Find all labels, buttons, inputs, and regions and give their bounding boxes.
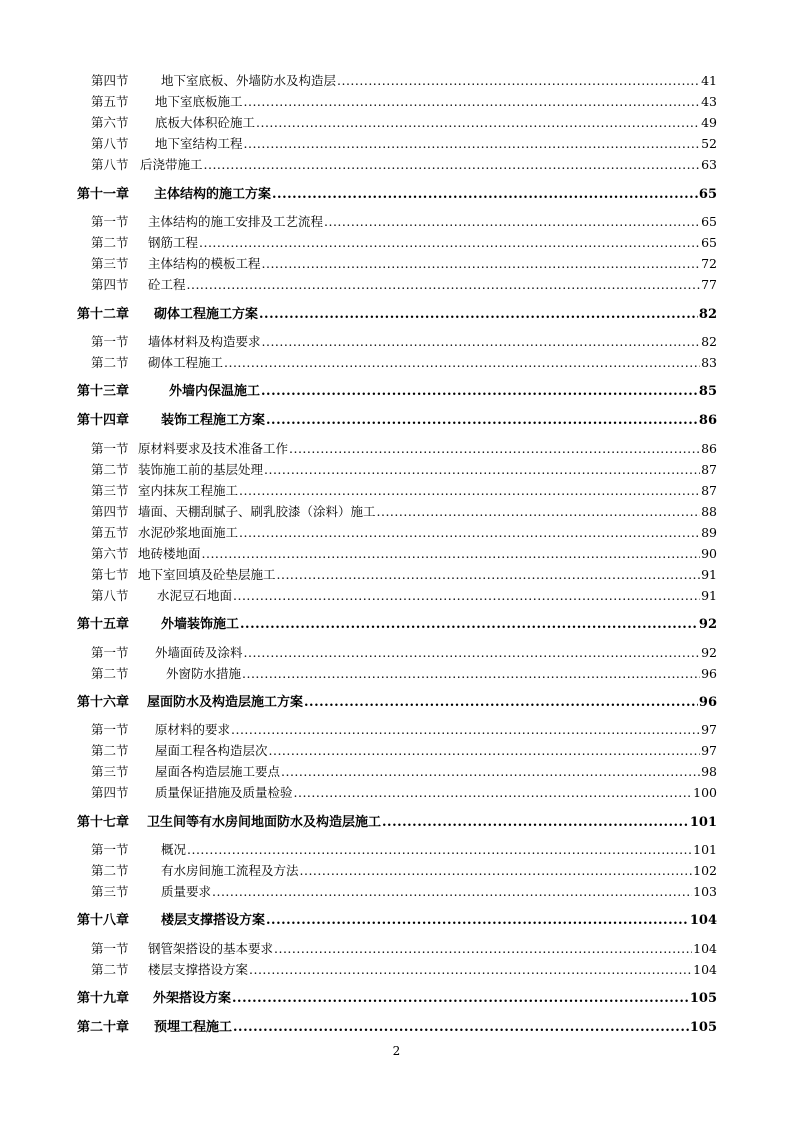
- toc-chapter-title: 屋面防水及构造层施工方案: [147, 695, 304, 710]
- toc-section-entry[interactable]: [91, 93, 717, 111]
- toc-section-label: 第四节: [91, 785, 129, 800]
- toc-section-label: 第二节: [91, 666, 129, 681]
- dot-leader: [224, 354, 700, 372]
- toc-section-label: 第八节: [91, 136, 129, 151]
- dot-leader: [277, 566, 701, 584]
- toc-page-number: 97: [701, 743, 717, 758]
- toc-section-entry[interactable]: [91, 503, 717, 521]
- toc-section-entry[interactable]: [91, 784, 717, 802]
- dot-leader: [259, 305, 698, 324]
- toc-page-number: 90: [701, 546, 717, 561]
- dot-leader: [231, 721, 700, 739]
- toc-section-entry[interactable]: [91, 354, 717, 372]
- dot-leader: [266, 911, 689, 930]
- toc-page-number: 89: [701, 525, 717, 540]
- dot-leader: [377, 503, 701, 521]
- toc-section-entry[interactable]: [91, 665, 717, 683]
- toc-chapter-label: 第二十章: [77, 1020, 130, 1035]
- toc-page-number: 87: [701, 483, 717, 498]
- toc-section-entry[interactable]: [91, 545, 717, 563]
- toc-section-label: 第一节: [91, 722, 129, 737]
- dot-leader: [233, 1018, 689, 1037]
- toc-section-entry[interactable]: [91, 862, 717, 880]
- toc-section-label: 第一节: [91, 334, 129, 349]
- toc-page-number: 100: [693, 785, 717, 800]
- toc-section-title: 地下室回填及砼垫层施工: [138, 567, 276, 582]
- dot-leader: [239, 482, 700, 500]
- toc-chapter-label: 第十一章: [77, 187, 130, 202]
- dot-leader: [212, 883, 692, 901]
- toc-section-title: 外窗防水措施: [166, 666, 242, 681]
- dot-leader: [324, 213, 700, 231]
- toc-section-title: 概况: [161, 842, 187, 857]
- toc-chapter-entry[interactable]: [77, 1018, 717, 1037]
- toc-chapter-title: 主体结构的施工方案: [154, 187, 272, 202]
- dot-leader: [244, 93, 701, 111]
- toc-section-title: 屋面各构造层施工要点: [155, 764, 281, 779]
- toc-section-label: 第四节: [91, 504, 129, 519]
- toc-page-number: 41: [701, 73, 717, 88]
- toc-page-number: 96: [701, 666, 717, 681]
- toc-section-title: 墙体材料及构造要求: [148, 334, 261, 349]
- dot-leader: [240, 615, 698, 634]
- toc-section-entry[interactable]: [91, 841, 717, 859]
- toc-section-label: 第五节: [91, 525, 129, 540]
- toc-section-title: 主体结构的施工安排及工艺流程: [148, 214, 324, 229]
- toc-chapter-label: 第十二章: [77, 307, 130, 322]
- toc-section-label: 第一节: [91, 441, 129, 456]
- toc-page-number: 82: [701, 334, 717, 349]
- toc-page-number: 91: [701, 588, 717, 603]
- toc-chapter-label: 第十九章: [77, 991, 130, 1006]
- dot-leader: [304, 693, 698, 712]
- toc-page-number: 49: [701, 115, 717, 130]
- toc-section-label: 第二节: [91, 462, 129, 477]
- toc-page-number: 65: [698, 187, 717, 202]
- toc-section-label: 第七节: [91, 567, 129, 582]
- toc-section-label: 第二节: [91, 235, 129, 250]
- toc-section-label: 第四节: [91, 73, 129, 88]
- toc-page-number: 86: [698, 413, 717, 428]
- toc-chapter-label: 第十六章: [77, 695, 130, 710]
- dot-leader: [199, 234, 700, 252]
- dot-leader: [269, 742, 701, 760]
- toc-section-entry[interactable]: [91, 566, 717, 584]
- toc-page-number: 104: [693, 941, 717, 956]
- toc-section-title: 砼工程: [148, 277, 186, 292]
- toc-page-number: 77: [701, 277, 717, 292]
- dot-leader: [232, 989, 689, 1008]
- toc-section-title: 水泥豆石地面: [157, 588, 233, 603]
- toc-section-title: 原材料的要求: [155, 722, 231, 737]
- dot-leader: [281, 763, 700, 781]
- toc-page-number: 63: [701, 157, 717, 172]
- toc-section-title: 楼层支撑搭设方案: [148, 962, 249, 977]
- toc-section-entry[interactable]: [91, 440, 717, 458]
- dot-leader: [382, 813, 689, 832]
- toc-section-label: 第二节: [91, 743, 129, 758]
- toc-section-title: 墙面、天棚刮腻子、刷乳胶漆（涂料）施工: [138, 504, 376, 519]
- toc-section-entry[interactable]: [91, 114, 717, 132]
- toc-page-number: 87: [701, 462, 717, 477]
- toc-section-entry[interactable]: [91, 213, 717, 231]
- toc-section-entry[interactable]: [91, 255, 717, 273]
- toc-section-entry[interactable]: [91, 587, 717, 605]
- toc-page-number: 105: [689, 991, 717, 1006]
- toc-section-label: 第三节: [91, 256, 129, 271]
- toc-section-entry[interactable]: [91, 721, 717, 739]
- toc-page-number: 92: [701, 645, 717, 660]
- toc-chapter-entry[interactable]: [77, 911, 717, 930]
- toc-section-title: 有水房间施工流程及方法: [161, 863, 299, 878]
- toc-section-entry[interactable]: [91, 940, 717, 958]
- toc-section-label: 第二节: [91, 863, 129, 878]
- toc-section-entry[interactable]: [91, 742, 717, 760]
- toc-section-title: 地下室底板施工: [155, 94, 243, 109]
- toc-chapter-title: 外墙装饰施工: [161, 617, 240, 632]
- toc-section-title: 质量要求: [161, 884, 212, 899]
- page-number-footer: 2: [392, 1044, 401, 1058]
- toc-section-entry[interactable]: [91, 135, 717, 153]
- dot-leader: [244, 135, 701, 153]
- toc-section-entry[interactable]: [91, 234, 717, 252]
- dot-leader: [262, 333, 701, 351]
- toc-section-label: 第六节: [91, 115, 129, 130]
- toc-page-number: 101: [693, 842, 717, 857]
- toc-page-number: 104: [693, 962, 717, 977]
- dot-leader: [261, 382, 698, 401]
- toc-section-title: 屋面工程各构造层次: [155, 743, 268, 758]
- toc-section-label: 第三节: [91, 764, 129, 779]
- toc-page-number: 103: [693, 884, 717, 899]
- toc-chapter-title: 预埋工程施工: [154, 1020, 233, 1035]
- toc-chapter-label: 第十四章: [77, 413, 130, 428]
- toc-chapter-entry[interactable]: [77, 615, 717, 634]
- toc-chapter-entry[interactable]: [77, 382, 717, 401]
- toc-section-entry[interactable]: [91, 482, 717, 500]
- toc-page-number: 65: [701, 235, 717, 250]
- toc-section-label: 第二节: [91, 355, 129, 370]
- toc-section-label: 第二节: [91, 962, 129, 977]
- toc-section-label: 第八节: [91, 157, 129, 172]
- toc-section-title: 原材料要求及技术准备工作: [138, 441, 289, 456]
- toc-page-number: 105: [689, 1020, 717, 1035]
- toc-chapter-label: 第十七章: [77, 815, 130, 830]
- toc-page-number: 88: [701, 504, 717, 519]
- toc-section-title: 外墙面砖及涂料: [155, 645, 243, 660]
- toc-section-title: 主体结构的模板工程: [148, 256, 261, 271]
- toc-chapter-title: 楼层支撑搭设方案: [161, 913, 266, 928]
- toc-section-title: 地下室结构工程: [155, 136, 243, 151]
- toc-section-entry[interactable]: [91, 524, 717, 542]
- toc-section-entry[interactable]: [91, 883, 717, 901]
- toc-page-number: 98: [701, 764, 717, 779]
- dot-leader: [289, 440, 700, 458]
- toc-section-label: 第三节: [91, 884, 129, 899]
- toc-section-title: 底板大体积砼施工: [155, 115, 256, 130]
- dot-leader: [294, 784, 693, 802]
- toc-chapter-entry[interactable]: [77, 305, 717, 324]
- dot-leader: [300, 862, 693, 880]
- toc-page-number: 96: [698, 695, 717, 710]
- toc-section-title: 砌体工程施工: [148, 355, 224, 370]
- toc-section-title: 钢筋工程: [148, 235, 199, 250]
- dot-leader: [266, 411, 698, 430]
- toc-section-title: 钢管架搭设的基本要求: [148, 941, 274, 956]
- toc-section-label: 第四节: [91, 277, 129, 292]
- toc-page-number: 65: [701, 214, 717, 229]
- dot-leader: [233, 587, 700, 605]
- dot-leader: [244, 644, 701, 662]
- toc-section-entry[interactable]: [91, 72, 717, 90]
- toc-page-number: 102: [693, 863, 717, 878]
- toc-section-label: 第一节: [91, 941, 129, 956]
- toc-section-entry[interactable]: [91, 333, 717, 351]
- toc-section-title: 质量保证措施及质量检验: [155, 785, 293, 800]
- toc-chapter-entry[interactable]: [77, 185, 717, 204]
- toc-chapter-entry[interactable]: [77, 411, 717, 430]
- toc-page-number: 86: [701, 441, 717, 456]
- dot-leader: [274, 940, 692, 958]
- dot-leader: [204, 156, 701, 174]
- dot-leader: [256, 114, 700, 132]
- toc-section-label: 第三节: [91, 483, 129, 498]
- toc-section-title: 室内抹灰工程施工: [138, 483, 239, 498]
- toc-page-number: 101: [689, 815, 717, 830]
- toc-chapter-entry[interactable]: [77, 693, 717, 712]
- dot-leader: [337, 72, 700, 90]
- toc-page-number: 72: [701, 256, 717, 271]
- toc-chapter-label: 第十五章: [77, 617, 130, 632]
- toc-page-number: 83: [701, 355, 717, 370]
- toc-section-label: 第一节: [91, 842, 129, 857]
- toc-page-number: 43: [701, 94, 717, 109]
- toc-section-label: 第一节: [91, 645, 129, 660]
- dot-leader: [264, 461, 700, 479]
- toc-page-number: 82: [698, 307, 717, 322]
- toc-page-number: 91: [701, 567, 717, 582]
- toc-page-number: 92: [698, 617, 717, 632]
- toc-section-entry[interactable]: [91, 461, 717, 479]
- toc-section-label: 第一节: [91, 214, 129, 229]
- toc-chapter-title: 砌体工程施工方案: [154, 307, 259, 322]
- dot-leader: [187, 841, 692, 859]
- toc-section-entry[interactable]: [91, 644, 717, 662]
- toc-chapter-entry[interactable]: [77, 989, 717, 1008]
- toc-chapter-label: 第十八章: [77, 913, 130, 928]
- toc-section-label: 第六节: [91, 546, 129, 561]
- toc-section-title: 水泥砂浆地面施工: [138, 525, 239, 540]
- toc-section-title: 地下室底板、外墙防水及构造层: [161, 73, 337, 88]
- toc-section-title: 地砖楼地面: [138, 546, 201, 561]
- toc-page-number: 97: [701, 722, 717, 737]
- dot-leader: [249, 961, 692, 979]
- toc-chapter-title: 外墙内保温施工: [169, 384, 261, 399]
- dot-leader: [187, 276, 701, 294]
- toc-chapter-title: 卫生间等有水房间地面防水及构造层施工: [147, 815, 382, 830]
- dot-leader: [242, 665, 700, 683]
- toc-chapter-label: 第十三章: [77, 384, 130, 399]
- dot-leader: [202, 545, 701, 563]
- toc-section-entry[interactable]: [91, 156, 717, 174]
- toc-chapter-title: 外架搭设方案: [153, 991, 232, 1006]
- toc-section-entry[interactable]: [91, 763, 717, 781]
- toc-page-number: 104: [689, 913, 717, 928]
- dot-leader: [239, 524, 700, 542]
- dot-leader: [272, 185, 698, 204]
- toc-section-title: 装饰施工前的基层处理: [138, 462, 264, 477]
- toc-chapter-entry[interactable]: [77, 813, 717, 832]
- toc-chapter-title: 装饰工程施工方案: [161, 413, 266, 428]
- toc-section-entry[interactable]: [91, 276, 717, 294]
- toc-section-label: 第五节: [91, 94, 129, 109]
- dot-leader: [262, 255, 701, 273]
- toc-section-label: 第八节: [91, 588, 129, 603]
- toc-section-title: 后浇带施工: [140, 157, 203, 172]
- toc-section-entry[interactable]: [91, 961, 717, 979]
- toc-page-number: 52: [701, 136, 717, 151]
- toc-page-number: 85: [698, 384, 717, 399]
